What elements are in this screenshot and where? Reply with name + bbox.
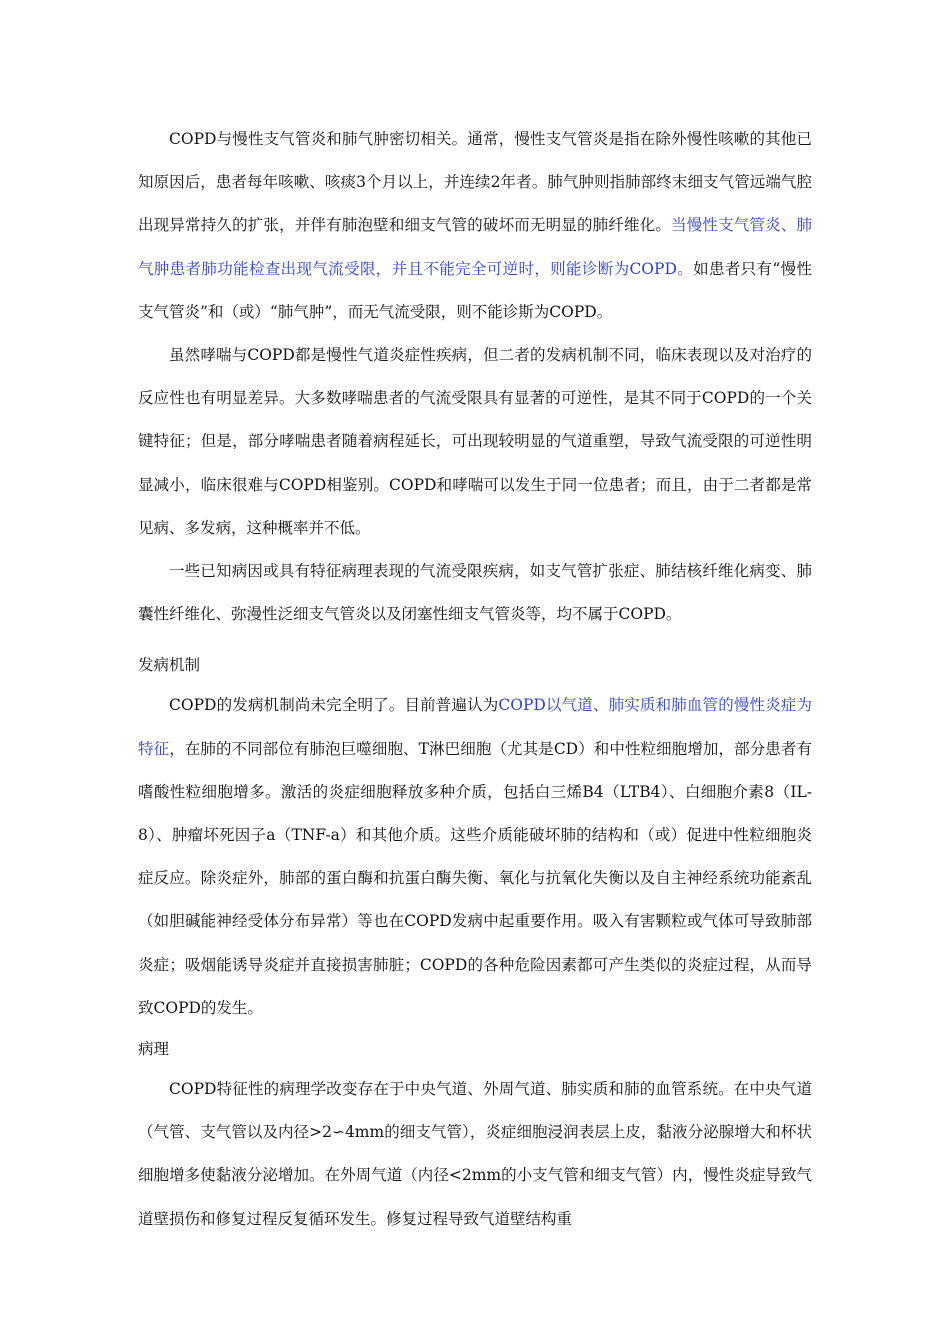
paragraph-text: COPD与慢性支气管炎和肺气肿密切相关。通常，慢性支气管炎是指在除外慢性咳嗽的其他已知原因后，患者每年咳嗽、咳痰3个月以上，并连续2年者。肺气肿则指肺部终末细支气管远端气腔出现异常持久的扩张，并伴有肺泡壁和细支气管的破坏而无明显的肺纤维化。 (138, 130, 812, 235)
section-heading-pathology: 病理 (138, 1040, 170, 1059)
paragraph-pathology: COPD特征性的病理学改变存在于中央气道、外周气道、肺实质和肺的血管系统。在中央气道（气管、支气管以及内径>2∽4mm的细支气管），炎症细胞浸润表层上皮，黏液分泌腺增大和杯状细胞增多使黏液分泌增加。在外周气道（内径<2mm的小支气管和细支气管）内，慢性炎症导致气道壁损伤和修复过程反复循环发生。修复过程导致气道壁结构重 (138, 1080, 812, 1228)
highlighted-text: COPD以气道、肺实质和肺血管的慢性炎症为特征 (138, 696, 812, 758)
paragraph-text: ，在肺的不同部位有肺泡巨噬细胞、T淋巴细胞（尤其是CD）和中性粒细胞增加，部分患者有嗜酸性粒细胞增多。激活的炎症细胞释放多种介质，包括白三烯B4（LTB4）、白细胞介素8（IL-8）、肿瘤坏死因子a（TNF-a）和其他介质。这些介质能破坏肺的结构和（或）促进中性粒细胞炎症反应。除炎症外，肺部的蛋白酶和抗蛋白酶失衡、氧化与抗氧化失衡以及自主神经系统功能紊乱（如胆碱能神经受体分布异常）等也在COPD发病中起重要作用。吸入有害颗粒或气体可导致肺部炎症；吸烟能诱导炎症并直接损害肺脏；COPD的各种危险因素都可产生类似的炎症过程，从而导致COPD的发生。 (138, 739, 812, 1017)
paragraph-copd-definition (138, 118, 812, 334)
paragraph-text: COPD的发病机制尚未完全明了。目前普遍认为 (169, 696, 499, 715)
highlighted-text: 当慢性支气管炎、肺气肿患者肺功能检查出现气流受限，并且不能完全可逆时，则能诊断为COPD。 (138, 216, 812, 278)
paragraph-excluded-diseases: 一些已知病因或具有特征病理表现的气流受限疾病，如支气管扩张症、肺结核纤维化病变、肺囊性纤维化、弥漫性泛细支气管炎以及闭塞性细支气管炎等，均不属于COPD。 (138, 562, 812, 624)
section-heading-pathogenesis: 发病机制 (138, 656, 201, 675)
paragraph-pathogenesis (138, 684, 812, 1030)
paragraph-text: 如患者只有“慢性支气管炎”和（或）“肺气肿”，而无气流受限，则不能诊斯为COPD。 (138, 259, 812, 321)
paragraph-copd-vs-asthma: 虽然哮喘与COPD都是慢性气道炎症性疾病，但二者的发病机制不同，临床表现以及对治疗的反应性也有明显差异。大多数哮喘患者的气流受限具有显著的可逆性，是其不同于COPD的一个关键特征；但是，部分哮喘患者随着病程延长，可出现较明显的气道重塑，导致气流受限的可逆性明显减小，临床很难与COPD相鉴别。COPD和哮喘可以发生于同一位患者；而且，由于二者都是常见病、多发病，这种概率并不低。 (138, 346, 812, 537)
